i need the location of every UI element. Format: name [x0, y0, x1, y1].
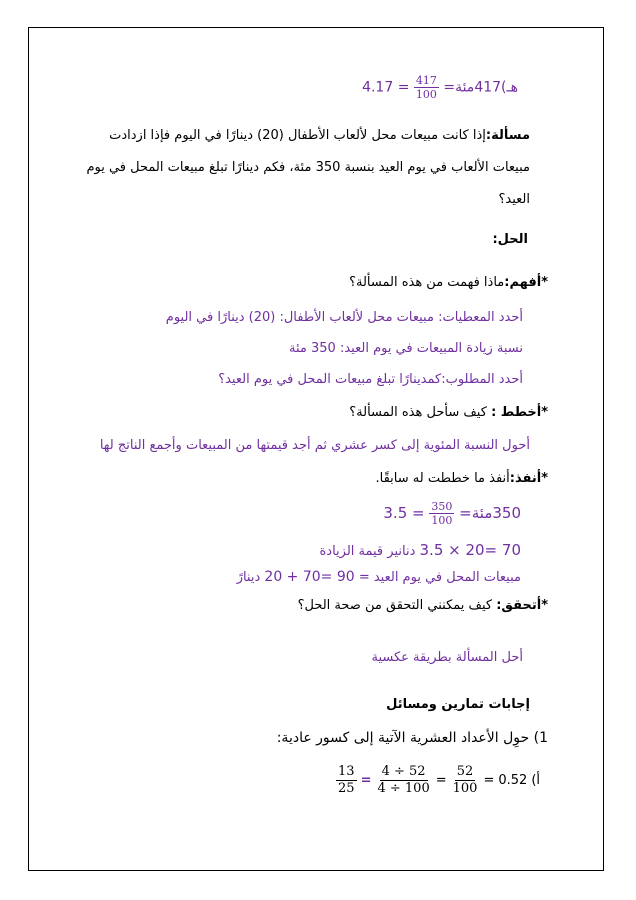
- problem-line-1: [109, 128, 530, 143]
- increase-calc-text: دنانير قيمة الزيادة: [319, 544, 416, 559]
- h-prefix: هـ): [501, 79, 518, 96]
- understand-question: ماذا فهمت من هذه المسألة؟: [349, 275, 505, 290]
- plan-answer: أحول النسبة المئوية إلى كسر عشري ثم أجد قيمتها من المبيعات وأجمع الناتج لها: [99, 438, 530, 453]
- h-fraction: [414, 74, 439, 101]
- calc-pct: 350: [492, 504, 521, 522]
- total-text: مبيعات المحل في يوم العيد =: [358, 570, 521, 585]
- problem-line-2: [86, 160, 530, 175]
- exercise-1-number: 1): [533, 730, 548, 746]
- answers-title: إجابات تمارين ومسائل: [386, 697, 530, 712]
- verify-line: [298, 598, 548, 613]
- h-frac-num: 417: [415, 74, 437, 87]
- execute-line: [376, 471, 549, 486]
- part-a-eq3: =: [360, 773, 372, 788]
- verify-question: كيف يمكنني التحقق من صحة الحل؟: [297, 598, 493, 613]
- problem-text-2: مبيعات الألعاب في يوم العيد بنسبة 350 مئة، فكم دينارًا تبلغ مبيعات المحل في يوم: [86, 160, 530, 175]
- calc-frac-den: 100: [431, 514, 453, 527]
- h-frac-den: 100: [415, 88, 437, 101]
- execute-text: أنفذ ما خططت له سابقًا.: [375, 471, 510, 486]
- increase-line: نسبة زيادة المبيعات في يوم العيد: 350 مئة: [289, 341, 523, 356]
- calc-fraction: [429, 500, 454, 527]
- part-a-frac1-num: 52: [456, 764, 474, 779]
- understand-line: [349, 275, 548, 290]
- exercise-1-line: [277, 730, 548, 746]
- total-unit: دينارً: [236, 570, 261, 585]
- part-a-label: أ): [531, 773, 540, 788]
- plan-question: كيف سأحل هذه المسألة؟: [349, 405, 487, 420]
- calc-frac-num: 350: [431, 500, 453, 513]
- h-eq2: =: [397, 79, 410, 96]
- calc-line: [383, 500, 521, 527]
- problem-text-1: إذا كانت مبيعات محل لألعاب الأطفال (20) دينارًا في اليوم فإذا ازدادت: [109, 128, 486, 143]
- calc-eq2: =: [412, 504, 425, 522]
- part-a-frac3-den: 25: [338, 781, 355, 796]
- increase-calc-line: [319, 541, 521, 559]
- plan-line: [349, 405, 548, 420]
- part-a-line: [336, 764, 540, 797]
- part-a-eq: =: [483, 773, 495, 788]
- h-result: 4.17: [362, 79, 394, 96]
- execute-label: *أنفذ:: [509, 471, 548, 486]
- verify-answer: أحل المسألة بطريقة عكسية: [371, 650, 523, 665]
- part-a-frac2-num: 4 ÷ 52: [381, 764, 426, 779]
- plan-label: *أخطط :: [491, 405, 548, 420]
- h-example-line: [362, 74, 518, 101]
- solution-title: الحل:: [492, 232, 528, 247]
- calc-result: 3.5: [383, 504, 408, 522]
- verify-label: *أتحقق:: [496, 598, 548, 613]
- part-a-decimal: 0.52: [498, 773, 528, 788]
- total-expr: 20 + 70= 90: [264, 569, 355, 585]
- understand-label: *أفهم:: [504, 275, 548, 290]
- h-word: مئة: [455, 79, 475, 96]
- problem-label: مسألة:: [485, 128, 530, 143]
- calc-eq1: =: [459, 504, 472, 522]
- h-eq1: =: [443, 79, 456, 96]
- problem-text-3: العيد؟: [498, 192, 530, 207]
- required-line: أحدد المطلوب:كمدينارًا تبلغ مبيعات المحل في يوم العيد؟: [218, 372, 523, 387]
- part-a-frac2-den: 4 ÷ 100: [377, 781, 430, 796]
- part-a-frac3: [336, 764, 357, 797]
- exercise-1-text: حوِل الأعداد العشرية الآتية إلى كسور عادية:: [276, 730, 530, 746]
- h-pct: 417: [474, 79, 502, 96]
- part-a-frac3-num: 13: [338, 764, 355, 779]
- part-a-eq2: =: [435, 773, 447, 788]
- part-a-frac1: [451, 764, 480, 797]
- part-a-frac2: [375, 764, 431, 797]
- part-a-frac1-den: 100: [452, 781, 478, 796]
- total-line: [237, 569, 521, 585]
- calc-word: مئة: [471, 504, 493, 522]
- givens-line: أحدد المعطيات: مبيعات محل لألعاب الأطفال: (20) دينارًا في اليوم: [165, 310, 523, 325]
- increase-calc-expr: 3.5 × 20= 70: [419, 541, 521, 559]
- problem-line-3: [499, 192, 531, 207]
